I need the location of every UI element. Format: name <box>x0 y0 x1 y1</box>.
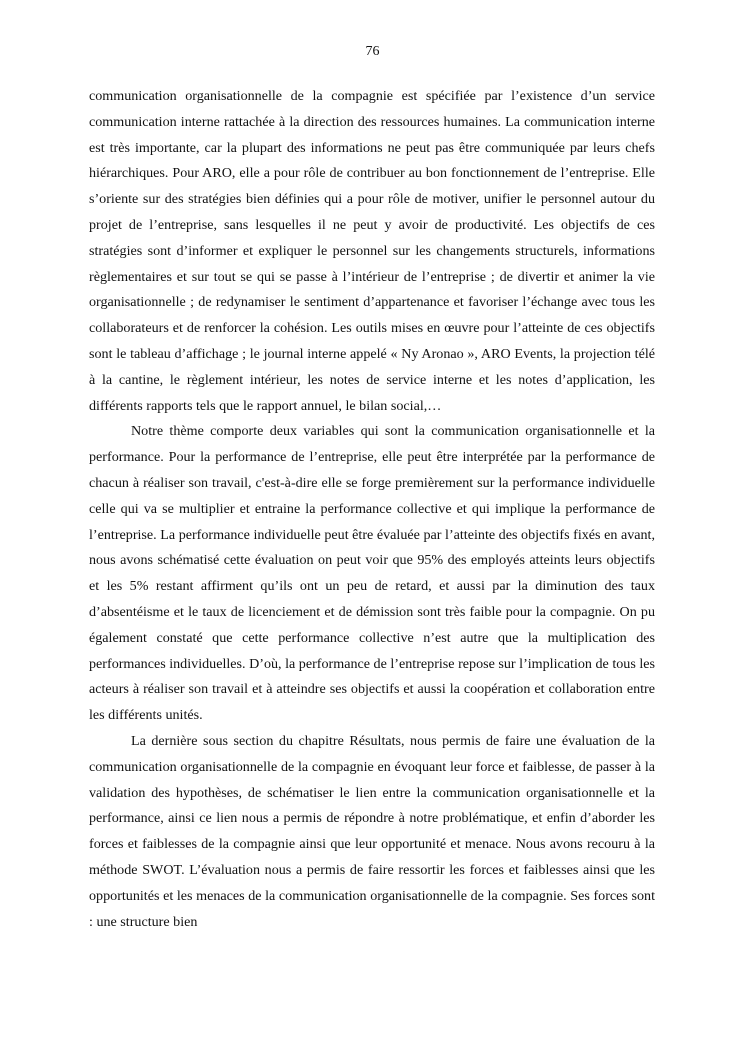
document-body <box>89 84 655 935</box>
paragraph-performance: Notre thème comporte deux variables qui sont la communication organisationnelle et la performance. Pour la performance de l’entreprise, elle peut être interprétée par la performance de chacun à réaliser son travail, c'est-à-dire elle se forge premièrement sur la performance individuelle celle qui va se multiplier et entraine la performance collective et qui implique la performance de l’entreprise. La performance individuelle peut être évaluée par l’atteinte des objectifs fixés en avant, nous avons schématisé cette évaluation on peut voir que 95% des employés atteints leurs objectifs et les 5% restant affirment qu’ils ont un peu de retard, et aussi par la diminution des taux d’absentéisme et le taux de licenciement et de démission sont très faible pour la compagnie. On pu également constaté que cette performance collective n’est autre que la multiplication des performances individuelles. D’où, la performance de l’entreprise repose sur l’implication de tous les acteurs à réaliser son travail et à atteindre ses objectifs et aussi la coopération et collaboration entre les différents unités. <box>89 423 655 724</box>
paragraph-communication-interne: communication organisationnelle de la compagnie est spécifiée par l’existence d’un service communication interne rattachée à la direction des ressources humaines. La communication interne est très importante, car la plupart des informations ne peut pas être communiquée par leurs chefs hiérarchiques. Pour ARO, elle a pour rôle de contribuer au bon fonctionnement de l’entreprise. Elle s’oriente sur des stratégies bien définies qui a pour rôle de motiver, unifier le personnel autour du projet de l’entreprise, sans lesquelles il ne peut y avoir de productivité. Les objectifs de ces stratégies sont d’informer et expliquer le personnel sur les changements structurels, informations règlementaires et sur tout se qui se passe à l’intérieur de l’entreprise ; de divertir et animer la vie organisationnelle ; de redynamiser le sentiment d’appartenance et favoriser l’échange avec tous les collaborateurs et de renforcer la cohésion. Les outils mises en œuvre pour l’atteinte de ces objectifs sont le tableau d’affichage ; le journal interne appelé « Ny Aronao », ARO Events, la projection télé à la cantine, le règlement intérieur, les notes de service interne et les notes d’application, les différents rapports tels que le rapport annuel, le bilan social,… <box>89 88 655 414</box>
page-number: 76 <box>365 44 380 59</box>
paragraph-resultats-swot: La dernière sous section du chapitre Résultats, nous permis de faire une évaluation de la communication organisationnelle de la compagnie en évoquant leur force et faiblesse, de passer à la validation des hypothèses, de schématiser le lien entre la communication organisationnelle et la performance, ainsi ce lien nous a permis de répondre à notre problématique, et enfin d’aborder les forces et faiblesses de la compagnie ainsi que leur opportunité et menace. Nous avons recouru à la méthode SWOT. L’évaluation nous a permis de faire ressortir les forces et faiblesses ainsi que les opportunités et les menaces de la communication organisationnelle de la compagnie. Ses forces sont : une structure bien <box>89 732 655 930</box>
